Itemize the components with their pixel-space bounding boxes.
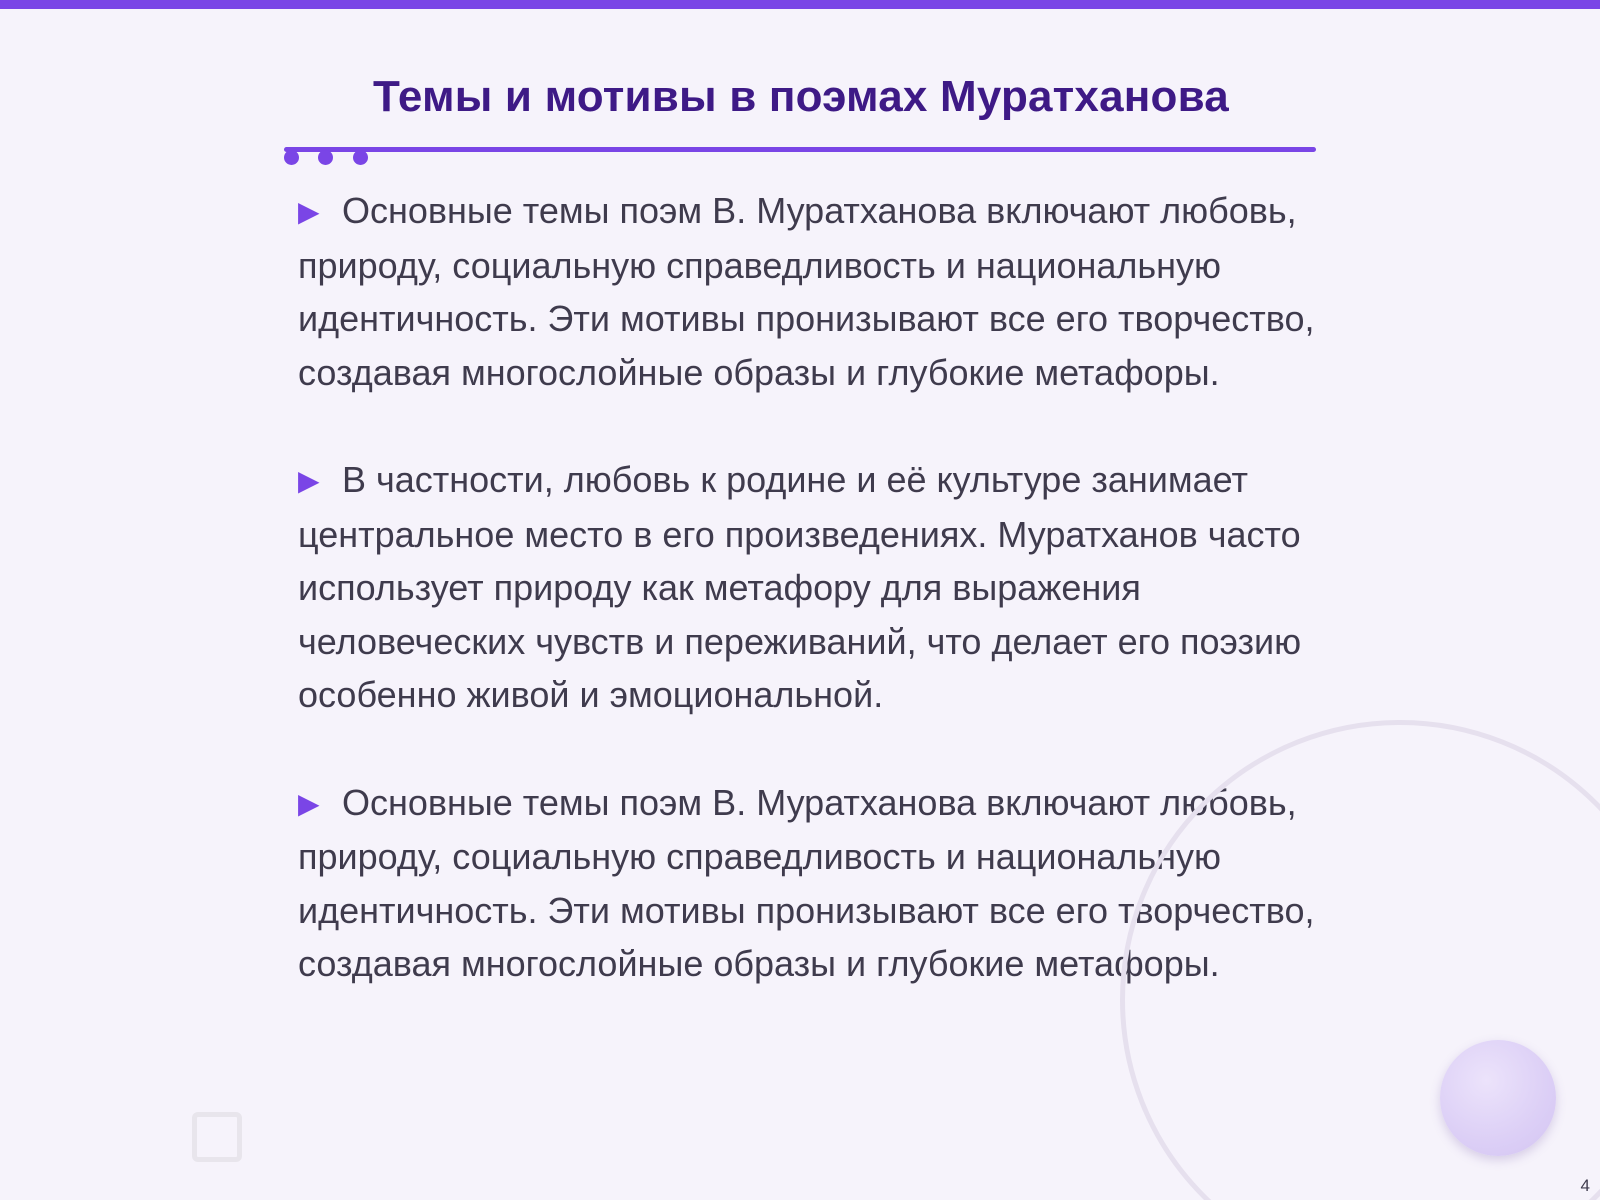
bullet-text: Основные темы поэм В. Муратханова включают любовь, природу, социальную справедливость и национальную идентичность. Эти мотивы пронизывают все его творчество, создавая многослойные образы и глубокие метафоры. [298, 190, 1315, 393]
decorative-dot-icon [353, 150, 368, 165]
decorative-dot-icon [284, 150, 299, 165]
triangle-bullet-icon: ▶ [298, 465, 320, 496]
top-accent-bar [0, 0, 1600, 9]
decorative-circle [1440, 1040, 1556, 1156]
decorative-square [192, 1112, 242, 1162]
triangle-bullet-icon: ▶ [298, 196, 320, 227]
bullet-text: Основные темы поэм В. Муратханова включают любовь, природу, социальную справедливость и национальную идентичность. Эти мотивы пронизывают все его творчество, создавая многослойные образы и глубокие метафоры. [298, 781, 1315, 984]
bullet-item [298, 453, 1318, 722]
triangle-bullet-icon: ▶ [298, 787, 320, 819]
decorative-dot-icon [318, 150, 333, 165]
bullet-item [298, 184, 1318, 399]
slide-title: Темы и мотивы в поэмах Муратханова [373, 72, 1229, 121]
bullet-text: В частности, любовь к родине и её культуре занимает центральное место в его произведениях. Муратханов часто использует природу как метафору для выражения человеческих чувств и переживаний, что делает его поэзию особенно живой и эмоциональной. [298, 459, 1302, 715]
page-number: 4 [1580, 1176, 1590, 1195]
title-underline [284, 147, 1316, 152]
